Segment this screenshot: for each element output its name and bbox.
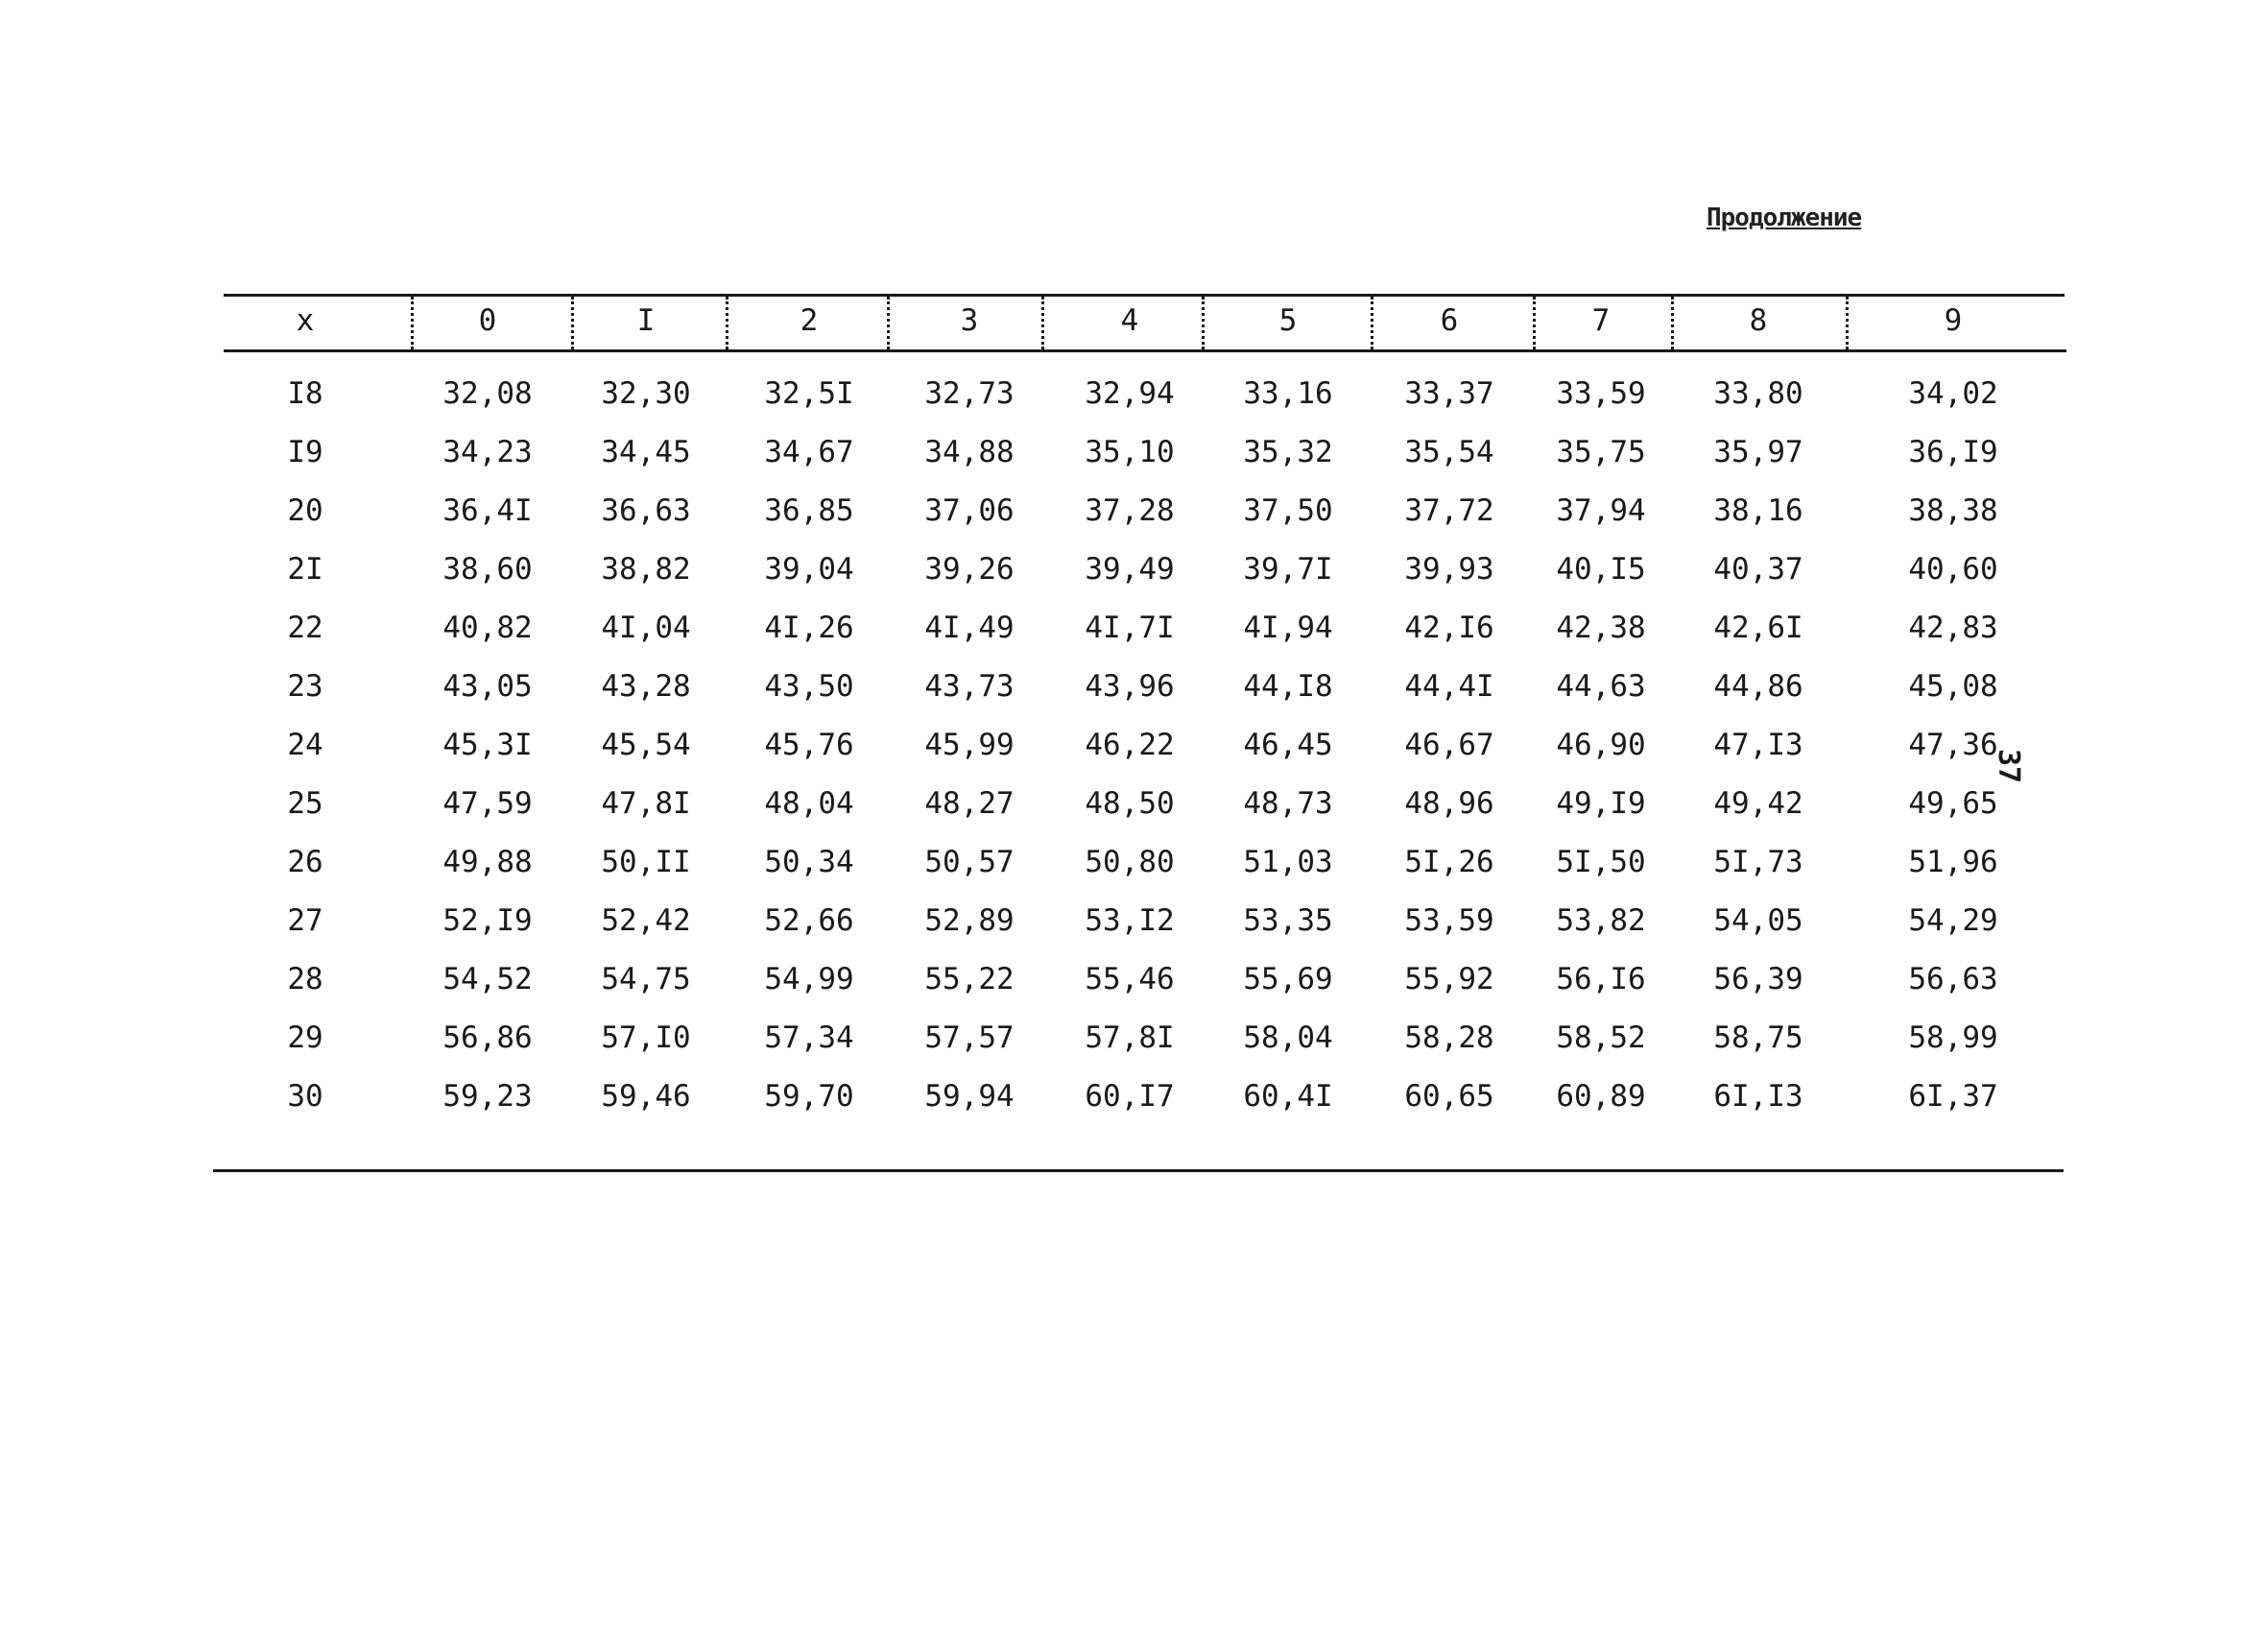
table-cell: 50,57: [924, 845, 1015, 879]
table-cell: 35,32: [1243, 435, 1333, 469]
table-cell: 44,63: [1556, 669, 1646, 704]
column-separator: [887, 297, 890, 349]
table-cell: 43,50: [764, 669, 854, 704]
table-cell: 44,86: [1713, 669, 1803, 704]
table-cell: 4I,26: [764, 611, 854, 645]
table-cell: 57,I0: [601, 1020, 691, 1055]
table-cell: 46,22: [1085, 728, 1175, 762]
continuation-label: Продолжение: [1707, 204, 1862, 232]
table-cell: 49,I9: [1556, 786, 1646, 821]
table-cell: 58,99: [1908, 1020, 1998, 1055]
column-separator: [1671, 297, 1674, 349]
table-cell: 43,96: [1085, 669, 1175, 704]
column-separator: [571, 297, 574, 349]
table-cell: 33,80: [1713, 376, 1803, 411]
row-label: 30: [287, 1079, 323, 1114]
table-cell: 60,I7: [1085, 1079, 1175, 1114]
table-cell: 32,5I: [764, 376, 854, 411]
table-cell: 37,72: [1404, 493, 1494, 528]
table-cell: 39,26: [924, 552, 1015, 587]
table-cell: 43,73: [924, 669, 1015, 704]
table-cell: 37,94: [1556, 493, 1646, 528]
table-cell: 37,06: [924, 493, 1015, 528]
table-cell: 5I,73: [1713, 845, 1803, 879]
table-cell: 36,I9: [1908, 435, 1998, 469]
row-label: 28: [287, 962, 323, 996]
table-cell: 57,8I: [1085, 1020, 1175, 1055]
table-cell: 58,52: [1556, 1020, 1646, 1055]
row-label: 22: [287, 611, 323, 645]
table-cell: 49,88: [442, 845, 533, 879]
table-cell: 56,63: [1908, 962, 1998, 996]
table-cell: 50,34: [764, 845, 854, 879]
table-cell: 53,I2: [1085, 903, 1175, 938]
header-cell-digit: 4: [1120, 303, 1139, 338]
table-cell: 52,66: [764, 903, 854, 938]
table-cell: 39,7I: [1243, 552, 1333, 587]
column-separator: [411, 297, 414, 349]
table-cell: 45,54: [601, 728, 691, 762]
table-cell: 53,59: [1404, 903, 1494, 938]
row-label: 24: [287, 728, 323, 762]
table-cell: 47,59: [442, 786, 533, 821]
table-cell: 55,69: [1243, 962, 1333, 996]
table-cell: 42,I6: [1404, 611, 1494, 645]
header-cell-digit: 6: [1440, 303, 1459, 338]
table-cell: 38,16: [1713, 493, 1803, 528]
table-cell: 32,94: [1085, 376, 1175, 411]
table-cell: 50,II: [601, 845, 691, 879]
table-cell: 37,28: [1085, 493, 1175, 528]
table-cell: 59,70: [764, 1079, 854, 1114]
table-cell: 35,97: [1713, 435, 1803, 469]
table-cell: 44,4I: [1404, 669, 1494, 704]
table-cell: 52,I9: [442, 903, 533, 938]
column-separator: [1041, 297, 1044, 349]
row-label: I8: [287, 376, 323, 411]
table-cell: 60,89: [1556, 1079, 1646, 1114]
header-cell-x: x: [296, 303, 315, 338]
table-cell: 33,37: [1404, 376, 1494, 411]
table-cell: 36,63: [601, 493, 691, 528]
table-cell: 36,4I: [442, 493, 533, 528]
table-cell: 39,04: [764, 552, 854, 587]
table-cell: 56,86: [442, 1020, 533, 1055]
table-cell: 34,88: [924, 435, 1015, 469]
table-cell: 48,50: [1085, 786, 1175, 821]
table-cell: 58,75: [1713, 1020, 1803, 1055]
table-cell: 54,75: [601, 962, 691, 996]
header-cell-digit: 0: [478, 303, 497, 338]
header-cell-digit: 9: [1944, 303, 1963, 338]
table-cell: 48,73: [1243, 786, 1333, 821]
table-cell: 52,42: [601, 903, 691, 938]
table-cell: 34,67: [764, 435, 854, 469]
table-cell: 47,I3: [1713, 728, 1803, 762]
table-cell: 48,96: [1404, 786, 1494, 821]
table-cell: 45,99: [924, 728, 1015, 762]
table-cell: 50,80: [1085, 845, 1175, 879]
table-cell: 46,45: [1243, 728, 1333, 762]
table-cell: 4I,04: [601, 611, 691, 645]
row-label: 26: [287, 845, 323, 879]
table-cell: 54,05: [1713, 903, 1803, 938]
column-separator: [1371, 297, 1373, 349]
table-cell: 6I,I3: [1713, 1079, 1803, 1114]
table-cell: 44,I8: [1243, 669, 1333, 704]
table-cell: 58,04: [1243, 1020, 1333, 1055]
table-cell: 59,94: [924, 1079, 1015, 1114]
column-separator: [1846, 297, 1849, 349]
table-cell: 40,I5: [1556, 552, 1646, 587]
table-cell: 59,23: [442, 1079, 533, 1114]
table-cell: 42,83: [1908, 611, 1998, 645]
header-cell-digit: 5: [1278, 303, 1298, 338]
table-cell: 38,60: [442, 552, 533, 587]
table-cell: 35,75: [1556, 435, 1646, 469]
table-cell: 59,46: [601, 1079, 691, 1114]
table-cell: 39,49: [1085, 552, 1175, 587]
table-cell: 55,46: [1085, 962, 1175, 996]
table-cell: 53,35: [1243, 903, 1333, 938]
header-cell-digit: 3: [960, 303, 979, 338]
table-cell: 33,16: [1243, 376, 1333, 411]
column-separator: [1533, 297, 1536, 349]
table-cell: 60,65: [1404, 1079, 1494, 1114]
table-cell: 37,50: [1243, 493, 1333, 528]
table-cell: 35,10: [1085, 435, 1175, 469]
table-cell: 36,85: [764, 493, 854, 528]
row-label: 23: [287, 669, 323, 704]
table-cell: 48,04: [764, 786, 854, 821]
table-cell: 32,30: [601, 376, 691, 411]
table-cell: 60,4I: [1243, 1079, 1333, 1114]
row-label: 25: [287, 786, 323, 821]
table-top-rule: [224, 294, 2065, 297]
table-cell: 32,08: [442, 376, 533, 411]
row-label: 29: [287, 1020, 323, 1055]
table-cell: 4I,94: [1243, 611, 1333, 645]
table-cell: 55,92: [1404, 962, 1494, 996]
table-cell: 38,82: [601, 552, 691, 587]
table-cell: 54,99: [764, 962, 854, 996]
table-cell: 49,42: [1713, 786, 1803, 821]
table-cell: 45,76: [764, 728, 854, 762]
row-label: 20: [287, 493, 323, 528]
table-cell: 40,82: [442, 611, 533, 645]
table-cell: 42,38: [1556, 611, 1646, 645]
row-label: I9: [287, 435, 323, 469]
table-cell: 32,73: [924, 376, 1015, 411]
table-cell: 38,38: [1908, 493, 1998, 528]
table-cell: 48,27: [924, 786, 1015, 821]
table-cell: 57,57: [924, 1020, 1015, 1055]
table-cell: 55,22: [924, 962, 1015, 996]
table-cell: 34,45: [601, 435, 691, 469]
page-number: 37: [1992, 749, 2025, 784]
table-cell: 51,96: [1908, 845, 1998, 879]
table-cell: 47,8I: [601, 786, 691, 821]
table-cell: 40,60: [1908, 552, 1998, 587]
table-cell: 6I,37: [1908, 1079, 1998, 1114]
table-cell: 46,90: [1556, 728, 1646, 762]
table-cell: 33,59: [1556, 376, 1646, 411]
table-cell: 53,82: [1556, 903, 1646, 938]
table-cell: 56,I6: [1556, 962, 1646, 996]
table-cell: 39,93: [1404, 552, 1494, 587]
row-label: 2I: [287, 552, 323, 587]
table-cell: 46,67: [1404, 728, 1494, 762]
table-cell: 5I,26: [1404, 845, 1494, 879]
table-cell: 4I,49: [924, 611, 1015, 645]
table-cell: 54,29: [1908, 903, 1998, 938]
table-cell: 4I,7I: [1085, 611, 1175, 645]
table-cell: 43,28: [601, 669, 691, 704]
row-label: 27: [287, 903, 323, 938]
table-cell: 34,02: [1908, 376, 1998, 411]
table-cell: 57,34: [764, 1020, 854, 1055]
table-cell: 34,23: [442, 435, 533, 469]
table-cell: 40,37: [1713, 552, 1803, 587]
header-cell-digit: 2: [800, 303, 819, 338]
column-separator: [726, 297, 728, 349]
table-cell: 52,89: [924, 903, 1015, 938]
table-bottom-rule: [213, 1169, 2064, 1172]
table-cell: 58,28: [1404, 1020, 1494, 1055]
header-cell-digit: 8: [1749, 303, 1768, 338]
header-cell-digit: I: [636, 303, 656, 338]
column-separator: [1202, 297, 1205, 349]
table-cell: 51,03: [1243, 845, 1333, 879]
table-cell: 45,3I: [442, 728, 533, 762]
table-cell: 49,65: [1908, 786, 1998, 821]
table-header-rule: [224, 349, 2066, 352]
table-cell: 42,6I: [1713, 611, 1803, 645]
table-cell: 47,36: [1908, 728, 1998, 762]
table-cell: 54,52: [442, 962, 533, 996]
table-cell: 35,54: [1404, 435, 1494, 469]
table-cell: 5I,50: [1556, 845, 1646, 879]
table-cell: 45,08: [1908, 669, 1998, 704]
header-cell-digit: 7: [1591, 303, 1611, 338]
table-cell: 56,39: [1713, 962, 1803, 996]
table-cell: 43,05: [442, 669, 533, 704]
